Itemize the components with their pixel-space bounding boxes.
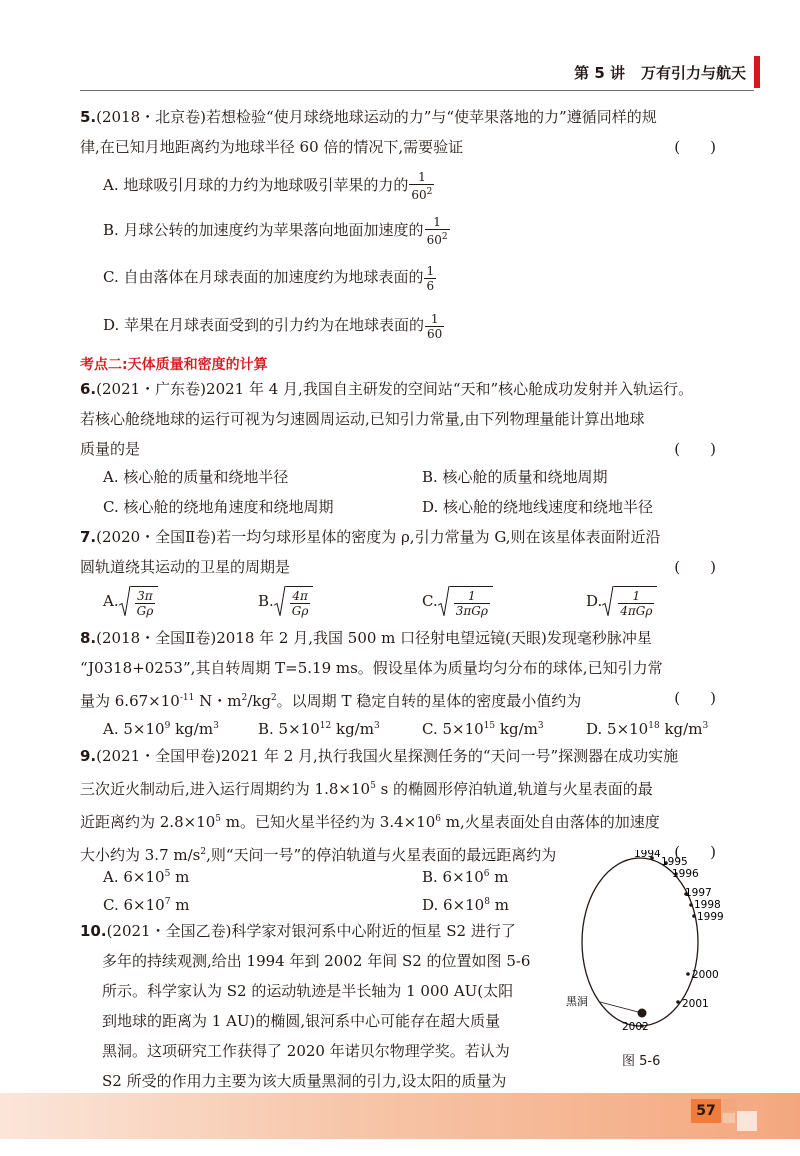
question-10 xyxy=(80,916,550,1096)
square-root: $\frac{1}{\text{4πGρ}}$ xyxy=(602,586,657,618)
q5-option-c: C. 自由落体在月球表面的加速度约为地球表面的 $\frac{1}{6}$ xyxy=(103,263,435,293)
answer-bracket: ( ) xyxy=(674,843,716,861)
orbit-point-2001 xyxy=(676,1000,680,1004)
square-root: $\frac{4\pi}{G\rho}$ xyxy=(274,586,314,618)
question-number: 9. xyxy=(80,747,97,765)
figure-caption: 图 5-6 xyxy=(622,1054,661,1069)
header-divider xyxy=(80,90,754,91)
q8-option-b: B. $5\times 10^{12}$ $kg/m^3$ xyxy=(258,720,380,738)
question-text: 黑洞。这项研究工作获得了 2020 年诺贝尔物理学奖。若认为 xyxy=(102,1042,510,1060)
fraction: $\frac{1}{60}$ xyxy=(427,311,443,341)
year-label-1996: 1996 xyxy=(672,868,699,880)
header-accent-bar xyxy=(754,56,760,88)
question-text: 多年的持续观测,给出 1994 年到 2002 年间 S2 的位置如图 5-6 xyxy=(102,952,531,970)
year-label-2000: 2000 xyxy=(692,969,719,981)
question-text: 2021 年 4 月,我国自主研发的空间站“天和”核心舱成功发射并入轨运行。 xyxy=(206,380,694,398)
fraction: $\frac{1}{60^2}$ xyxy=(426,215,448,247)
black-hole-label: 黑洞 xyxy=(566,995,588,1008)
question-text: 圆轨道绕其运动的卫星的周期是 xyxy=(80,558,291,576)
question-text: 科学家对银河系中心附近的恒星 S2 进行了 xyxy=(231,922,516,940)
orbit-point-2000 xyxy=(686,972,690,976)
question-text: 2018 年 2 月,我国 500 m 口径射电望远镜(天眼)发现毫秒脉冲星 xyxy=(216,629,652,647)
question-text: 所示。科学家认为 S2 的运动轨迹是半长轴为 1 000 AU(太阳 xyxy=(102,982,514,1000)
question-number: 10. xyxy=(80,922,107,940)
answer-bracket: ( ) xyxy=(674,138,716,156)
question-text: 若核心舱绕地球的运行可视为匀速圆周运动,已知引力常量,由下列物理量能计算出地球 xyxy=(80,410,645,428)
q9-option-a: A. $6\times 10^5$ m xyxy=(103,868,190,886)
footer-decoration xyxy=(723,1099,737,1111)
q7-option-a: A. $\frac{3\pi}{G\rho}$ xyxy=(103,586,158,618)
q8-option-a: A. $5\times 10^9$ $kg/m^3$ xyxy=(103,720,219,738)
year-label-1994: 1994 xyxy=(634,850,661,860)
square-root: $\frac{1}{\text{3πGρ}}$ xyxy=(438,586,493,618)
q5-option-a: A. 地球吸引月球的力约为地球吸引苹果的力的 $\frac{1}{60^2}$ xyxy=(103,170,433,202)
question-source: (2018・北京卷) xyxy=(96,108,207,126)
square-root: $\frac{3\pi}{G\rho}$ xyxy=(119,586,159,618)
question-text: 到地球的距离为 1 AU)的椭圆,银河系中心可能存在超大质量 xyxy=(102,1012,501,1030)
answer-bracket: ( ) xyxy=(674,558,716,576)
page-number: 57 xyxy=(691,1099,721,1123)
lecture-number: 第 5 讲 xyxy=(574,64,625,82)
question-source: (2021・广东卷) xyxy=(96,380,207,398)
orbit-figure xyxy=(560,850,740,1030)
question-text: S2 所受的作用力主要为该大质量黑洞的引力,设太阳的质量为 xyxy=(102,1072,507,1090)
question-text: 三次近火制动后,进入运行周期约为 $1.8\times 10^5$ s 的椭圆形停泊轨道,轨道与火星表面的最 xyxy=(80,780,653,798)
question-number: 7. xyxy=(80,528,97,546)
question-text: “J0318+0253”,其自转周期 T=5.19 ms。假设星体为质量均匀分布的球体,已知引力常 xyxy=(80,659,663,677)
q6-option-d: D. 核心舱的绕地线速度和绕地半径 xyxy=(422,498,654,516)
q7-option-c: C. $\frac{1}{\text{3πGρ}}$ xyxy=(422,586,493,618)
question-source: (2021・全国乙卷) xyxy=(106,922,232,940)
orbit-point-1998 xyxy=(689,903,693,907)
year-label-1999: 1999 xyxy=(697,911,724,923)
q8-option-d: D. $5\times 10^{18}$ $kg/m^3$ xyxy=(586,720,709,738)
orbit-ellipse xyxy=(582,858,698,1026)
q6-option-c: C. 核心舱的绕地角速度和绕地周期 xyxy=(103,498,334,516)
footer-band xyxy=(0,1093,800,1139)
question-7 xyxy=(80,522,726,582)
question-text: 量为 $6.67\times 10^{-11}$ N・$m^2/kg^2$。以周期 T 稳定自转的星体的密度最小值约为 ( ) xyxy=(80,683,726,716)
year-label-2002: 2002 xyxy=(622,1021,649,1030)
orbit-point-1999 xyxy=(692,914,696,918)
q8-option-c: C. $5\times 10^{15}$ $kg/m^3$ xyxy=(422,720,544,738)
q6-option-a: A. 核心舱的质量和绕地半径 xyxy=(103,468,289,486)
question-source: (2018・全国Ⅱ卷) xyxy=(96,629,217,647)
question-text: 若想检验“使月球绕地球运动的力”与“使苹果落地的力”遵循同样的规 xyxy=(206,108,657,126)
year-label-2001: 2001 xyxy=(682,998,709,1010)
q9-option-d: D. $6\times 10^8$ m xyxy=(422,896,509,914)
page-header xyxy=(574,62,746,83)
fraction: $\frac{1}{60^2}$ xyxy=(411,170,433,202)
question-number: 6. xyxy=(80,380,97,398)
q7-option-d: D. $\frac{1}{\text{4πGρ}}$ xyxy=(586,586,657,618)
year-label-1997: 1997 xyxy=(685,887,712,899)
question-source: (2020・全国Ⅱ卷) xyxy=(96,528,217,546)
year-label-1998: 1998 xyxy=(694,899,721,911)
question-source: (2021・全国甲卷) xyxy=(96,747,222,765)
year-label-1995: 1995 xyxy=(661,856,688,868)
fraction: $\frac{1}{6}$ xyxy=(426,263,435,293)
question-text: 近距离约为 $2.8\times 10^5$ m。已知火星半径约为 $3.4\times 10^6$ m,火星表面处自由落体的加速度 xyxy=(80,813,660,831)
question-text: 大小约为 3.7 $m/s^2$,则“天问一号”的停泊轨道与火星表面的最远距离约为 ( ) xyxy=(80,837,726,870)
question-5 xyxy=(80,102,726,162)
question-8 xyxy=(80,623,726,716)
section-heading: 考点二:天体质量和密度的计算 xyxy=(80,357,268,373)
q9-option-b: B. $6\times 10^6$ m xyxy=(422,868,509,886)
q7-option-b: B. $\frac{4\pi}{G\rho}$ xyxy=(258,586,313,618)
q6-option-b: B. 核心舱的质量和绕地周期 xyxy=(422,468,608,486)
question-6 xyxy=(80,374,726,464)
footer-decoration xyxy=(737,1111,757,1131)
question-number: 5. xyxy=(80,108,97,126)
q5-option-b: B. 月球公转的加速度约为苹果落向地面加速度的 $\frac{1}{60^2}$ xyxy=(103,215,448,247)
question-text: 若一均匀球形星体的密度为 ρ,引力常量为 G,则在该星体表面附近沿 xyxy=(216,528,661,546)
answer-bracket: ( ) xyxy=(674,689,716,707)
chapter-title: 万有引力与航天 xyxy=(640,64,746,82)
answer-bracket: ( ) xyxy=(674,440,716,458)
question-text: 律,在已知月地距离约为地球半径 60 倍的情况下,需要验证 xyxy=(80,138,464,156)
question-number: 8. xyxy=(80,629,97,647)
black-hole-point xyxy=(638,1009,647,1018)
footer-decoration xyxy=(723,1113,735,1123)
q5-option-d: D. 苹果在月球表面受到的引力约为在地球表面的 $\frac{1}{60}$ xyxy=(103,311,443,341)
q9-option-c: C. $6\times 10^7$ m xyxy=(103,896,190,914)
question-text: 2021 年 2 月,执行我国火星探测任务的“天问一号”探测器在成功实施 xyxy=(221,747,679,765)
question-text: 质量的是 xyxy=(80,440,141,458)
